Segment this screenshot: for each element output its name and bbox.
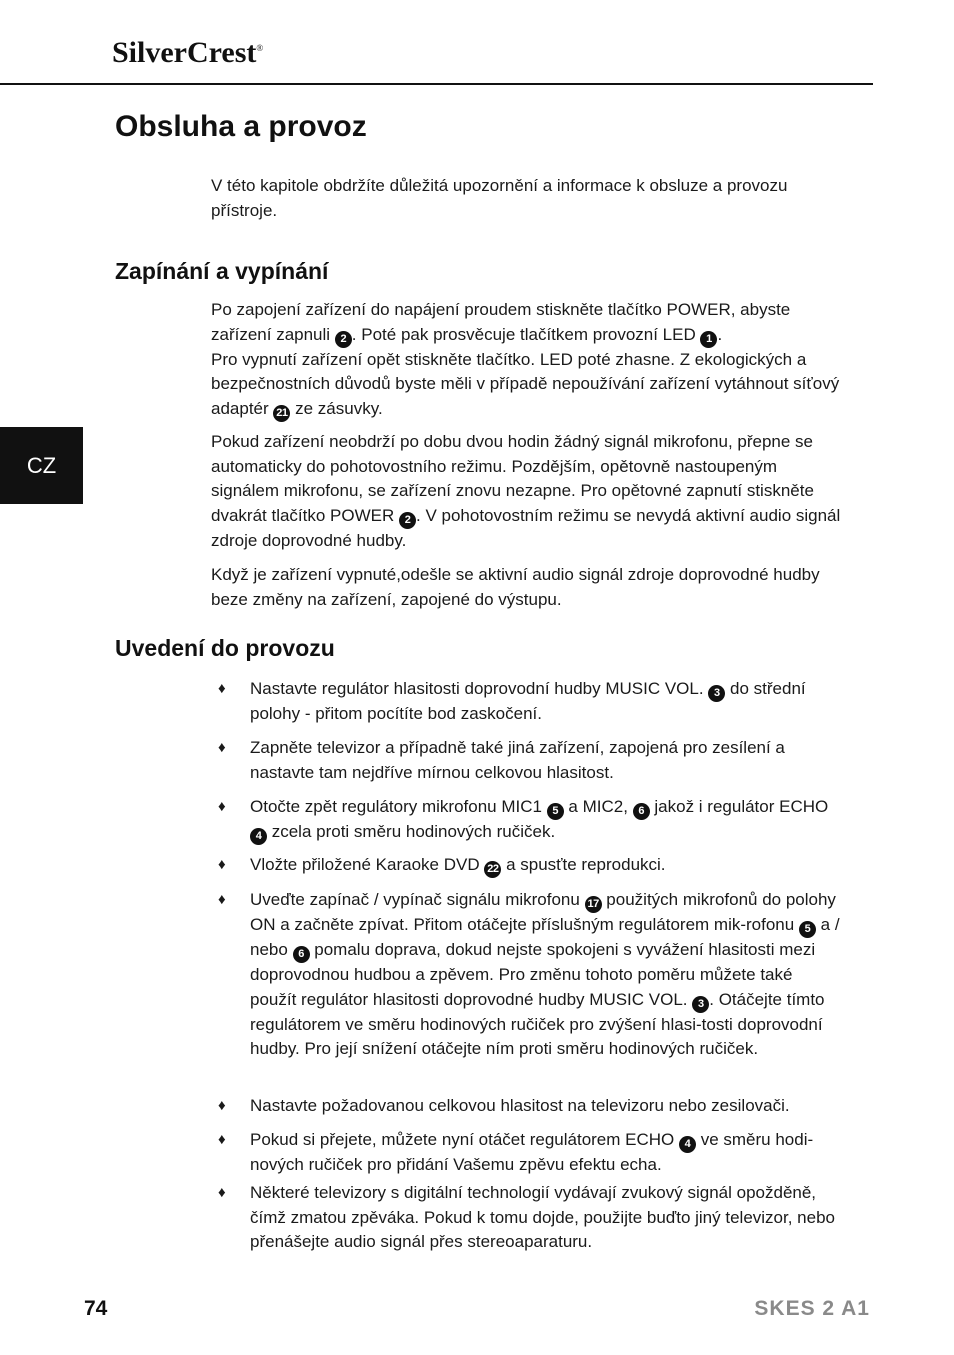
- text-run: do střední polohy - přitom pocítíte bod zaskočení.: [250, 679, 806, 723]
- text-run: .: [717, 324, 723, 344]
- list-item-text: Nastavte požadovanou celkovou hlasitost na televizoru nebo zesilovači.: [250, 1096, 790, 1115]
- bullet-diamond-icon: ♦: [218, 680, 226, 697]
- text-run: použitých mikrofonů do polohy ON a začněte zpívat. Přitom otáčejte příslušným regulátorem mik-rofonu: [250, 890, 836, 934]
- power-paragraph-3: Když je zařízení vypnuté,odešle se aktivní audio signál zdroje doprovodné hudby beze změny na zařízení, zapojené do výstupu.: [211, 565, 820, 609]
- list-item-text: Některé televizory s digitální technologií vydávají zvukový signál opožděně, čímž zmatou zpěváka. Pokud k tomu dojde, použijte buďto jiný televizor, nebo přenášejte audio signál přes stereoaparaturu.: [250, 1183, 835, 1252]
- brand-logo-text: SilverCrest: [112, 36, 257, 69]
- list-item: [218, 677, 843, 727]
- section-heading-power: Zapínání a vypínání: [115, 258, 329, 284]
- text-run: jakož i regulátor ECHO: [649, 797, 829, 816]
- bullet-diamond-icon: ♦: [218, 856, 226, 873]
- bullet-diamond-icon: ♦: [218, 1131, 226, 1148]
- list-item: [218, 1181, 843, 1255]
- callout-number: 4: [250, 828, 267, 845]
- power-paragraph-2: [211, 430, 843, 553]
- power-paragraph-1: [211, 298, 843, 422]
- text-run: a MIC2,: [563, 797, 633, 816]
- text-run: pomalu doprava, dokud nejste spokojeni s vyvážení hlasitosti mezi doprovodnou hudbou a zpěvem. Pro změnu tohoto poměru můžete také použít regulátor hlasitosti doprovodné hudby MUSIC VOL.: [250, 940, 816, 1009]
- text-run: a / nebo: [250, 915, 840, 959]
- callout-number: 22: [484, 861, 501, 878]
- bullet-diamond-icon: ♦: [218, 1184, 226, 1201]
- callout-number: 21: [273, 405, 290, 422]
- list-item: [218, 1094, 843, 1119]
- brand-logo: [112, 36, 263, 70]
- text-run: Nastavte regulátor hlasitosti doprovodní hudby MUSIC VOL.: [250, 679, 709, 698]
- section-heading-startup: Uvedení do provozu: [115, 635, 335, 661]
- list-item-text: Zapněte televizor a případně také jiná zařízení, zapojená pro zesílení a nastavte tam nejdříve mírnou celkovou hlasitost.: [250, 738, 785, 782]
- list-item: [218, 1128, 843, 1178]
- text-run: Uveďte zapínač / vypínač signálu mikrofonu: [250, 890, 585, 909]
- bullet-diamond-icon: ♦: [218, 1097, 226, 1114]
- text-run: zcela proti směru hodinových ručiček.: [267, 822, 556, 841]
- text-run: Vložte přiložené Karaoke DVD: [250, 855, 485, 874]
- text-run: . V pohotovostním režimu se nevydá aktivní audio signál zdroje doprovodné hudby.: [211, 505, 841, 550]
- model-name: SKES 2 A1: [754, 1297, 870, 1320]
- text-run: Otočte zpět regulátory mikrofonu MIC1: [250, 797, 547, 816]
- callout-number: 17: [585, 896, 602, 913]
- list-item-text: [250, 888, 843, 1062]
- text-run: Pokud si přejete, můžete nyní otáčet regulátorem ECHO: [250, 1130, 679, 1149]
- header-rule: [0, 83, 873, 85]
- text-run: . Otáčejte tímto regulátorem ve směru hodinových ručiček pro zvýšení hlasi-tosti doprovodní hudby. Pro její snížení otáčejte ním proti směru hodinových ručiček.: [250, 989, 825, 1059]
- text-run: a spusťte reprodukci.: [501, 855, 666, 874]
- list-item: [218, 795, 843, 845]
- list-item-text: [250, 677, 843, 727]
- text-run: ve směru hodi-nových ručiček pro přidání Vašemu zpěvu efektu echa.: [250, 1130, 814, 1174]
- language-tab: CZ: [0, 427, 83, 504]
- callout-number: 2: [335, 331, 352, 348]
- list-item-text: [250, 1128, 843, 1178]
- list-item-text: [250, 853, 843, 878]
- list-item: [218, 736, 843, 785]
- callout-number: 4: [679, 1136, 696, 1153]
- page-title: Obsluha a provoz: [115, 110, 367, 143]
- callout-number: 2: [399, 512, 416, 529]
- callout-number: 6: [293, 946, 310, 963]
- text-run: Po zapojení zařízení do napájení proudem stiskněte tlačítko POWER, abyste zařízení zapnuli: [211, 300, 791, 344]
- bullet-diamond-icon: ♦: [218, 798, 226, 815]
- intro-paragraph: V této kapitole obdržíte důležitá upozornění a informace k obsluze a provozu přístroje.: [211, 176, 788, 220]
- text-run: . Poté pak prosvěcuje tlačítkem provozní LED: [351, 324, 701, 344]
- list-item: [218, 853, 843, 878]
- text-run: ze zásuvky.: [290, 398, 383, 418]
- page-number: 74: [84, 1297, 108, 1320]
- registered-mark: ®: [256, 43, 264, 53]
- callout-number: 1: [700, 331, 717, 348]
- callout-number: 6: [633, 803, 650, 820]
- list-item: [218, 888, 843, 1062]
- list-item-text: [250, 795, 843, 845]
- callout-number: 5: [547, 803, 564, 820]
- callout-number: 5: [799, 921, 816, 938]
- bullet-diamond-icon: ♦: [218, 891, 226, 908]
- text-run: Pro vypnutí zařízení opět stiskněte tlačítko. LED poté zhasne. Z ekologických a bezpečnostních důvodů byste měli v případě nepoužívání zařízení vytáhnout síťový adaptér: [211, 349, 840, 418]
- text-run: Pokud zařízení neobdrží po dobu dvou hodin žádný signál mikrofonu, přepne se automaticky do pohotovostního režimu. Pozdějším, opětovně nastoupeným signálem mikrofonu, se zařízení znovu nezapne. Pro opětovné zapnutí stiskněte dvakrát tlačítko POWER: [211, 432, 814, 525]
- bullet-diamond-icon: ♦: [218, 739, 226, 756]
- callout-number: 3: [708, 685, 725, 702]
- callout-number: 3: [692, 996, 709, 1013]
